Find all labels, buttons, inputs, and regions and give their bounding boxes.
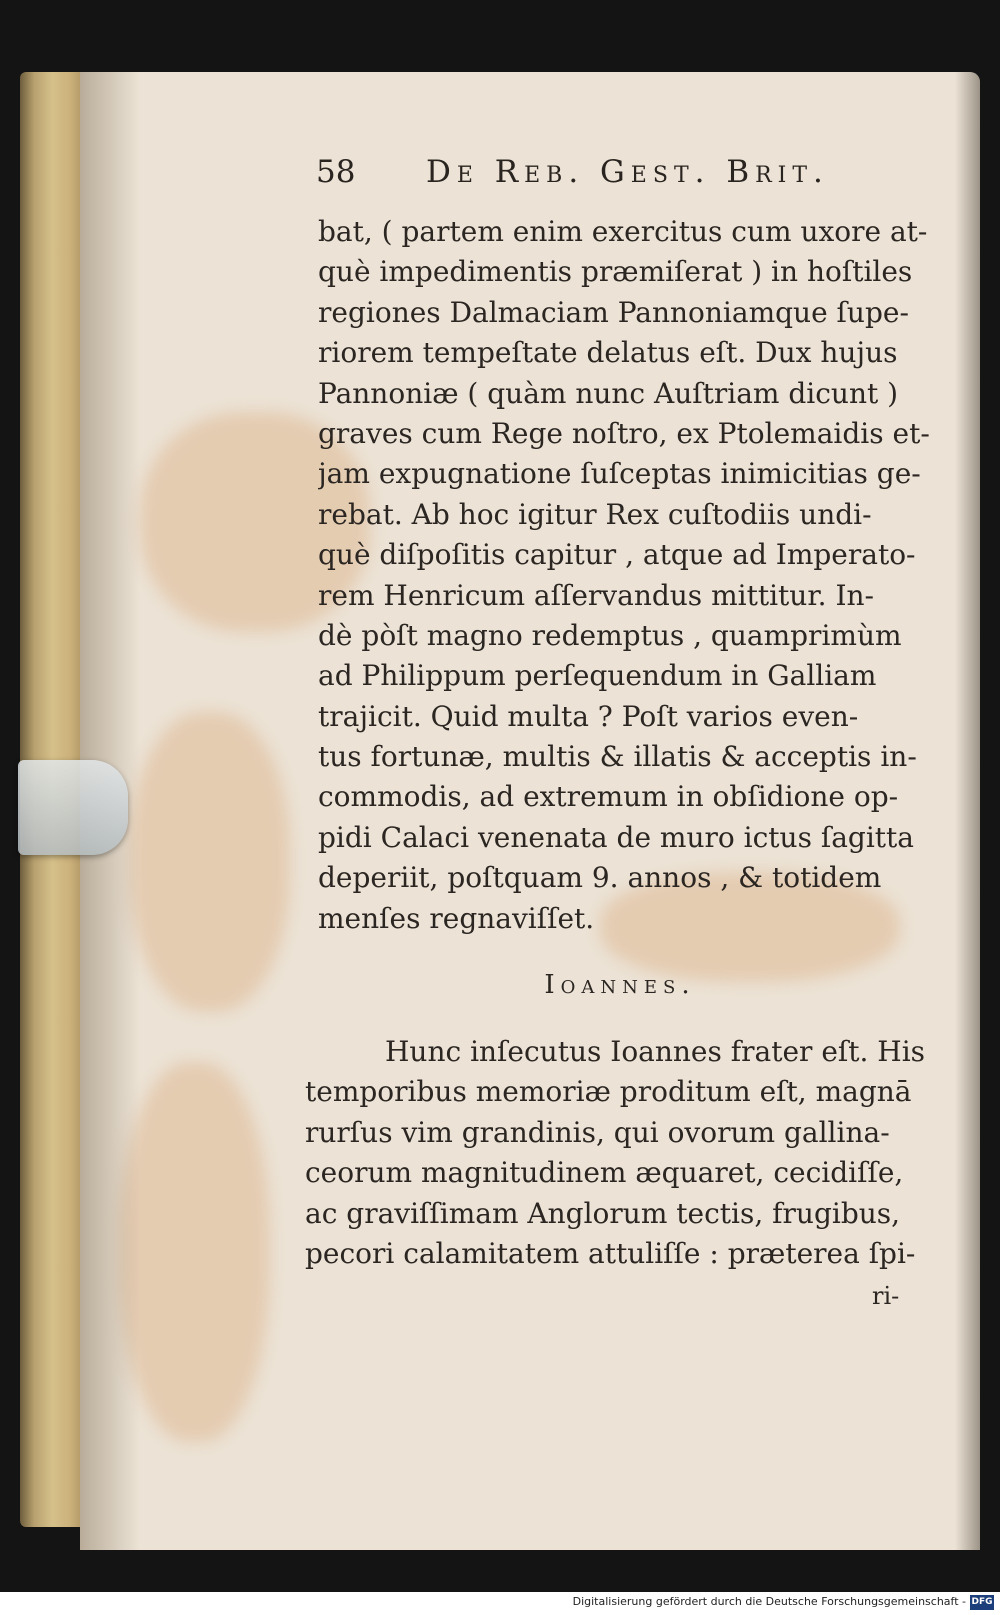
text-line: rebat. Ab hoc igitur Rex cuſtodiis undi- (318, 497, 872, 531)
text-line: graves cum Rege noſtro, ex Ptolemaidis et- (318, 416, 930, 450)
section-heading: Ioannes. (544, 970, 696, 1000)
text-line: trajicit. Quid multa ? Poſt varios even- (318, 699, 859, 733)
text-line: bat, ( partem enim exercitus cum uxore at- (318, 215, 928, 248)
text-line: commodis, ad extremum in obſidione op- (318, 780, 899, 814)
water-stain (130, 712, 290, 1012)
digitization-credit: Digitalisierung gefördert durch die Deutsche Forschungsgemeinschaft - (572, 1595, 966, 1608)
text-line: temporibus memoriæ proditum eſt, magnā (305, 1075, 912, 1109)
text-line: tus fortunæ, multis & illatis & acceptis in- (318, 740, 917, 774)
dfg-logo: DFG (970, 1595, 994, 1610)
page-number: 58 (316, 154, 356, 190)
text-line: regiones Dalmaciam Pannoniamque ſupe- (318, 295, 909, 329)
running-title: De Reb. Gest. Brit. (426, 154, 829, 190)
text-line: riorem tempeſtate delatus eſt. Dux hujus (318, 336, 898, 370)
page-clip (18, 760, 128, 855)
body-text-section-1 (318, 212, 938, 939)
text-line: ad Philippum perſequendum in Galliam (318, 659, 877, 693)
text-line: rurſus vim grandinis, qui ovorum gallina- (305, 1115, 890, 1149)
text-line: ceorum magnitudinem æquaret, cecidiſſe, (305, 1156, 904, 1190)
text-line: què impedimentis præmiſerat ) in hoſtiles (318, 255, 913, 289)
water-stain (120, 1062, 270, 1442)
text-line: Hunc inſecutus Ioannes frater eſt. His (385, 1035, 926, 1068)
page-edge-shadow (955, 72, 980, 1550)
text-line: ac graviſſimam Anglorum tectis, frugibus, (305, 1196, 901, 1230)
text-line: jam expugnatione ſuſceptas inimicitias ge- (318, 457, 921, 491)
running-header (316, 150, 936, 196)
text-line: menſes regnaviſſet. (318, 901, 595, 935)
text-line: dè pòſt magno redemptus , quamprimùm (318, 618, 902, 652)
text-line: rem Henricum aſſervandus mittitur. In- (318, 578, 874, 612)
text-line: què diſpoſitis capitur , atque ad Imperato- (318, 538, 916, 572)
text-line: deperiit, poſtquam 9. annos , & totidem (318, 861, 882, 895)
body-text-section-2 (305, 1032, 935, 1274)
text-line: Pannoniæ ( quàm nunc Auſtriam dicunt ) (318, 376, 899, 410)
text-line: pecori calamitatem attuliſſe : præterea ſpi- (305, 1236, 916, 1270)
catchword: ri- (872, 1282, 900, 1310)
text-line: pidi Calaci venenata de muro ictus ſagitta (318, 820, 914, 854)
